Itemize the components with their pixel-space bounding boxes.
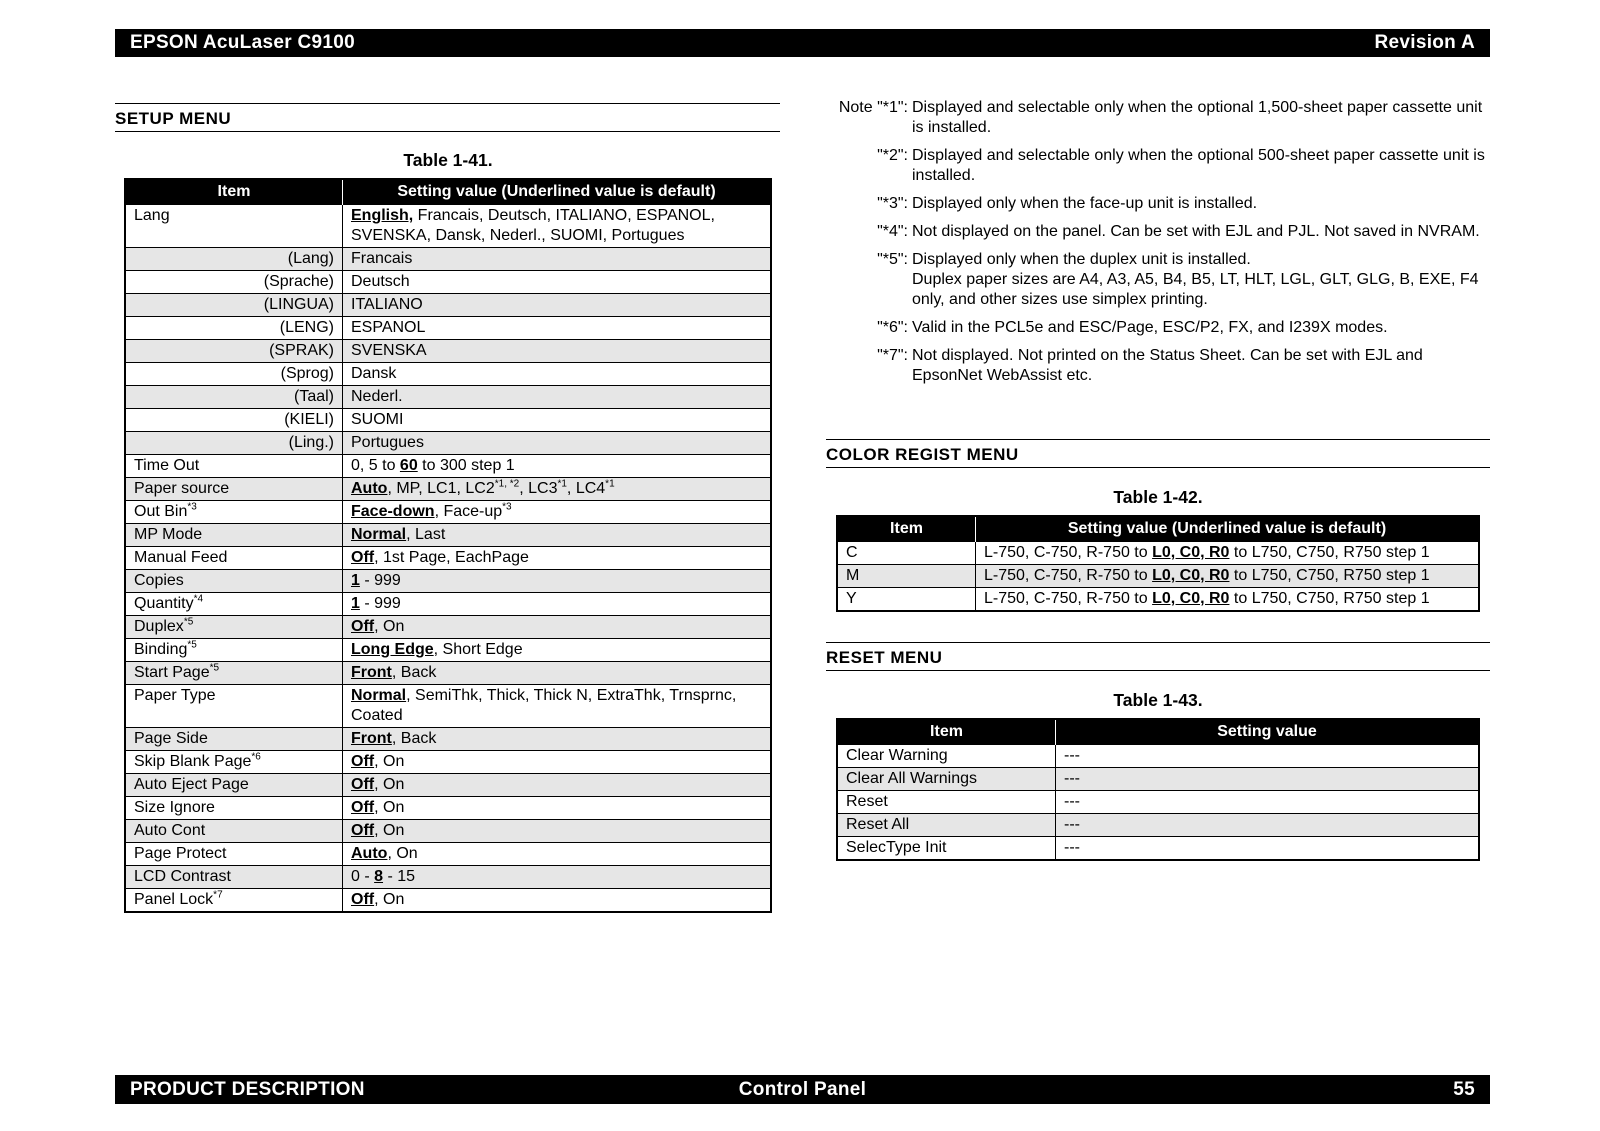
table-row	[125, 547, 771, 570]
value-text: Portugues	[351, 434, 424, 451]
default-value: 60	[399, 457, 418, 474]
column-header-setting-value: Setting value (Underlined value is default)	[343, 179, 772, 205]
table-row	[125, 570, 771, 593]
table-row	[125, 639, 771, 662]
item-label: Quantity	[134, 595, 194, 612]
item-label: Size Ignore	[134, 799, 215, 816]
item-cell	[837, 588, 976, 612]
setting-value-cell	[343, 889, 772, 913]
item-label: Lang	[134, 207, 170, 224]
value-text: , On	[374, 618, 405, 635]
value-text: to 300 step 1	[417, 457, 515, 474]
item-cell	[125, 317, 343, 340]
item-label: Paper source	[134, 480, 230, 497]
setting-value-cell	[343, 570, 772, 593]
table-row	[125, 501, 771, 524]
setting-value-cell	[343, 386, 772, 409]
setting-value-cell	[343, 685, 772, 728]
footnote-line: Displayed only when the face-up unit is installed.	[912, 195, 1258, 212]
footnote-tag: "*3":	[877, 195, 908, 212]
footnote	[826, 98, 1496, 138]
table-row	[125, 294, 771, 317]
item-label: Manual Feed	[134, 549, 228, 566]
value-text: SUOMI	[351, 411, 404, 428]
value-text: L-750, C-750, R-750 to	[984, 567, 1153, 584]
value-text: , LC3	[519, 480, 558, 497]
default-value: 8	[374, 868, 384, 885]
item-label: Copies	[134, 572, 184, 589]
table-row	[125, 455, 771, 478]
value-text: L-750, C-750, R-750 to	[984, 590, 1153, 607]
setting-value-cell	[343, 340, 772, 363]
footnote-body	[912, 318, 1496, 338]
item-cell	[125, 340, 343, 363]
setting-value-cell	[343, 409, 772, 432]
setting-value-cell	[343, 205, 772, 248]
setting-value-cell	[343, 774, 772, 797]
table-row	[125, 363, 771, 386]
item-label: (Taal)	[293, 388, 334, 405]
table-row	[125, 205, 771, 248]
setting-value-cell	[343, 843, 772, 866]
setting-value-cell	[343, 455, 772, 478]
value-text: ---	[1064, 770, 1080, 787]
value-text: Francais, Deutsch, ITALIANO, ESPANOL, SVENSKA, Dansk, Nederl., SUOMI, Portugues	[351, 207, 715, 244]
item-cell	[125, 205, 343, 248]
footnote-body	[912, 250, 1496, 310]
item-label: (KIELI)	[284, 411, 334, 428]
value-text: ---	[1064, 747, 1080, 764]
setting-value-cell	[976, 542, 1480, 565]
setting-value-cell	[343, 432, 772, 455]
setting-value-cell	[1056, 814, 1480, 837]
table-row	[125, 889, 771, 913]
table-row	[125, 843, 771, 866]
item-label: Clear Warning	[846, 747, 948, 764]
item-label: Reset All	[846, 816, 910, 833]
default-value: Off	[351, 753, 375, 770]
table-row	[125, 751, 771, 774]
setting-value-cell	[976, 588, 1480, 612]
value-text: , On	[374, 822, 405, 839]
item-cell	[125, 774, 343, 797]
page-footer	[115, 1075, 1490, 1104]
item-label: (Sprog)	[280, 365, 334, 382]
table-1-43-caption: Table 1-43.	[1113, 690, 1203, 710]
footnote-mark: *1	[557, 478, 567, 490]
item-label: Clear All Warnings	[846, 770, 978, 787]
default-value: Off	[351, 891, 375, 908]
footnote-mark: *1, *2	[494, 478, 520, 490]
value-text: , On	[374, 891, 405, 908]
footnote-mark: *5	[209, 662, 220, 674]
value-text: L-750, C-750, R-750 to	[984, 544, 1153, 561]
item-label: SelecType Init	[846, 839, 947, 856]
footnote-mark: *1	[605, 478, 615, 490]
footer-chapter: Control Panel	[738, 1078, 867, 1100]
footnote	[826, 318, 1496, 338]
table-1-42-caption: Table 1-42.	[1113, 487, 1203, 507]
footnote-body	[912, 222, 1496, 242]
value-text: , 1st Page, EachPage	[374, 549, 529, 566]
value-text: ---	[1064, 816, 1080, 833]
item-cell	[125, 616, 343, 639]
item-label: (LENG)	[279, 319, 334, 336]
footnote-tag: Note "*1":	[838, 99, 908, 116]
footnote-mark: *4	[193, 593, 204, 605]
item-cell	[125, 843, 343, 866]
item-cell	[125, 685, 343, 728]
setting-value-cell	[343, 751, 772, 774]
value-text: ---	[1064, 793, 1080, 810]
value-text: , LC4	[566, 480, 606, 497]
value-text: SVENSKA	[351, 342, 427, 359]
footnote-mark: *6	[251, 751, 261, 763]
value-text: Deutsch	[351, 273, 410, 290]
item-cell	[125, 728, 343, 751]
default-value: Normal	[351, 526, 407, 543]
item-cell	[125, 639, 343, 662]
item-label: Reset	[846, 793, 888, 810]
item-cell	[125, 547, 343, 570]
item-label: Time Out	[134, 457, 200, 474]
value-text: , On	[374, 753, 405, 770]
item-label: (SPRAK)	[269, 342, 334, 359]
value-text: to L750, C750, R750 step 1	[1229, 567, 1430, 584]
table-row	[125, 317, 771, 340]
footnote-tag: "*5":	[877, 251, 908, 268]
footnote-body	[912, 346, 1496, 386]
setting-value-cell	[1056, 768, 1480, 791]
setting-value-cell	[343, 820, 772, 843]
setting-value-cell	[343, 728, 772, 751]
item-cell	[125, 593, 343, 616]
setting-value-cell	[343, 524, 772, 547]
item-label: Y	[846, 590, 857, 607]
setting-value-cell	[1056, 745, 1480, 768]
setting-value-cell	[343, 639, 772, 662]
footnote	[826, 250, 1496, 310]
item-cell	[125, 455, 343, 478]
footnote-body	[912, 146, 1496, 186]
table-row	[125, 866, 771, 889]
item-cell	[125, 386, 343, 409]
setting-value-cell	[343, 797, 772, 820]
item-label: (Sprache)	[263, 273, 334, 290]
item-cell	[125, 363, 343, 386]
item-cell	[125, 478, 343, 501]
value-text: Francais	[351, 250, 413, 267]
item-label: (Lang)	[287, 250, 334, 267]
item-cell	[837, 791, 1056, 814]
table-row	[125, 774, 771, 797]
reset-menu-table	[836, 718, 1480, 861]
value-text: , On	[387, 845, 418, 862]
table-row	[837, 837, 1479, 861]
reset-menu-heading: RESET MENU	[826, 642, 1490, 671]
footnote-line: Displayed and selectable only when the optional 1,500-sheet paper cassette unit is installed.	[912, 99, 1483, 136]
value-text: - 999	[359, 572, 401, 589]
item-cell	[125, 294, 343, 317]
item-label: Out Bin	[134, 503, 188, 520]
footnote	[826, 194, 1496, 214]
footnote-mark: *5	[187, 639, 197, 651]
item-label: (Ling.)	[288, 434, 334, 451]
footnotes	[826, 98, 1496, 394]
item-cell	[125, 501, 343, 524]
value-text: , On	[374, 776, 405, 793]
footnote-tag: "*7":	[877, 347, 908, 364]
value-text: 0 -	[351, 868, 375, 885]
default-value: Long Edge	[351, 641, 434, 658]
footnote-line: Valid in the PCL5e and ESC/Page, ESC/P2, FX, and I239X modes.	[912, 319, 1388, 336]
item-cell	[837, 542, 976, 565]
item-label: Duplex	[134, 618, 184, 635]
value-text: - 999	[359, 595, 401, 612]
default-value: Front	[351, 664, 392, 681]
table-row	[837, 791, 1479, 814]
default-value: Front	[351, 730, 392, 747]
color-regist-menu-heading: COLOR REGIST MENU	[826, 439, 1490, 468]
item-label: Auto Eject Page	[134, 776, 249, 793]
default-value: Off	[351, 799, 375, 816]
footnote-tag: "*4":	[877, 223, 908, 240]
table-row	[125, 728, 771, 751]
column-header-setting-value: Setting value	[1056, 719, 1480, 745]
table-row	[125, 797, 771, 820]
footnote-line: Not displayed on the panel. Can be set with EJL and PJL. Not saved in NVRAM.	[912, 223, 1480, 240]
table-row	[125, 409, 771, 432]
value-text: , SemiThk, Thick, Thick N, ExtraThk, Trnsprnc, Coated	[351, 687, 737, 724]
item-label: LCD Contrast	[134, 868, 231, 885]
header-title: EPSON AcuLaser C9100	[130, 32, 355, 53]
table-row	[837, 814, 1479, 837]
page-number: 55	[1453, 1078, 1475, 1100]
value-text: to L750, C750, R750 step 1	[1229, 590, 1430, 607]
item-label: MP Mode	[134, 526, 203, 543]
value-text: 0, 5 to	[351, 457, 400, 474]
table-row	[125, 340, 771, 363]
table-row	[125, 478, 771, 501]
table-row	[125, 524, 771, 547]
footnote	[826, 146, 1496, 186]
default-value: Off	[351, 618, 375, 635]
value-text: , Face-up	[434, 503, 503, 520]
value-text: , On	[374, 799, 405, 816]
item-cell	[125, 248, 343, 271]
table-row	[837, 768, 1479, 791]
page-header	[115, 29, 1490, 57]
value-text: ---	[1064, 839, 1080, 856]
value-text: Nederl.	[351, 388, 403, 405]
default-value: Auto	[351, 480, 388, 497]
default-value: Auto	[351, 845, 388, 862]
footnote-tag: "*2":	[877, 147, 908, 164]
value-text: ESPANOL	[351, 319, 426, 336]
table-header-row	[837, 516, 1479, 542]
footnote-line: Displayed only when the duplex unit is installed.	[912, 251, 1251, 268]
setting-value-cell	[343, 501, 772, 524]
setting-value-cell	[343, 271, 772, 294]
value-text: to L750, C750, R750 step 1	[1229, 544, 1430, 561]
value-text: , Back	[391, 664, 437, 681]
item-label: Start Page	[134, 664, 210, 681]
footnote	[826, 222, 1496, 242]
setup-menu-table	[124, 178, 772, 913]
item-label: (LINGUA)	[263, 296, 334, 313]
default-value: Normal	[351, 687, 407, 704]
default-value: English,	[351, 207, 414, 224]
table-row	[125, 386, 771, 409]
setting-value-cell	[343, 317, 772, 340]
item-cell	[125, 432, 343, 455]
default-value: Off	[351, 549, 375, 566]
table-header-row	[837, 719, 1479, 745]
setting-value-cell	[343, 547, 772, 570]
default-value: 1	[351, 595, 360, 612]
item-label: Page Protect	[134, 845, 227, 862]
table-row	[837, 542, 1479, 565]
item-cell	[837, 814, 1056, 837]
setting-value-cell	[343, 294, 772, 317]
table-row	[125, 271, 771, 294]
table-row	[837, 588, 1479, 612]
footnote-tag: "*6":	[877, 319, 908, 336]
column-header-item: Item	[837, 516, 976, 542]
default-value: Face-down	[351, 503, 435, 520]
value-text: , Back	[391, 730, 437, 747]
footnote-mark: *3	[502, 501, 512, 513]
table-row	[125, 248, 771, 271]
item-cell	[125, 271, 343, 294]
item-cell	[125, 524, 343, 547]
table-row	[125, 432, 771, 455]
table-row	[837, 745, 1479, 768]
setting-value-cell	[1056, 837, 1480, 861]
value-text: , Short Edge	[433, 641, 523, 658]
setup-menu-heading: SETUP MENU	[115, 103, 780, 132]
footnote-line: Not displayed. Not printed on the Status Sheet. Can be set with EJL and EpsonNet WebAssist etc.	[912, 347, 1423, 384]
column-header-setting-value: Setting value (Underlined value is default)	[976, 516, 1480, 542]
table-row	[125, 593, 771, 616]
setting-value-cell	[976, 565, 1480, 588]
column-header-item: Item	[125, 179, 343, 205]
item-label: C	[846, 544, 858, 561]
setting-value-cell	[343, 616, 772, 639]
table-1-41-caption: Table 1-41.	[403, 150, 493, 170]
setting-value-cell	[343, 866, 772, 889]
item-label: Paper Type	[134, 687, 216, 704]
default-value: L0, C0, R0	[1152, 544, 1230, 561]
footnote-line: Displayed and selectable only when the optional 500-sheet paper cassette unit is installed.	[912, 147, 1485, 184]
table-row	[125, 820, 771, 843]
item-cell	[125, 751, 343, 774]
item-cell	[837, 768, 1056, 791]
setting-value-cell	[343, 662, 772, 685]
value-text: - 15	[383, 868, 416, 885]
item-cell	[125, 662, 343, 685]
footnote-mark: *3	[187, 501, 197, 513]
item-cell	[125, 797, 343, 820]
table-header-row	[125, 179, 771, 205]
table-row	[837, 565, 1479, 588]
default-value: Off	[351, 822, 375, 839]
footnote-mark: *5	[183, 616, 194, 628]
setting-value-cell	[343, 363, 772, 386]
footnote-mark: *7	[213, 889, 223, 901]
footer-section: PRODUCT DESCRIPTION	[130, 1078, 365, 1100]
value-text: Dansk	[351, 365, 397, 382]
default-value: 1	[351, 572, 360, 589]
item-label: Panel Lock	[134, 891, 214, 908]
table-row	[125, 616, 771, 639]
item-cell	[837, 745, 1056, 768]
footnote	[826, 346, 1496, 386]
item-cell	[837, 837, 1056, 861]
default-value: L0, C0, R0	[1152, 567, 1230, 584]
value-text: , Last	[406, 526, 446, 543]
item-cell	[125, 820, 343, 843]
color-regist-menu-table	[836, 515, 1480, 612]
default-value: Off	[351, 776, 375, 793]
footnote-body	[912, 194, 1496, 214]
value-text: , MP, LC1, LC2	[387, 480, 495, 497]
setting-value-cell	[343, 248, 772, 271]
default-value: L0, C0, R0	[1152, 590, 1230, 607]
item-cell	[125, 889, 343, 913]
footnote-body	[912, 98, 1496, 138]
item-label: Page Side	[134, 730, 208, 747]
item-label: Skip Blank Page	[134, 753, 252, 770]
header-revision: Revision A	[1374, 32, 1475, 53]
setting-value-cell	[1056, 791, 1480, 814]
item-label: Auto Cont	[134, 822, 206, 839]
table-row	[125, 685, 771, 728]
item-cell	[837, 565, 976, 588]
item-cell	[125, 570, 343, 593]
item-label: Binding	[134, 641, 188, 658]
footnote-line: Duplex paper sizes are A4, A3, A5, B4, B5, LT, HLT, LGL, GLT, GLG, B, EXE, F4 only, and other sizes use simplex printing.	[912, 271, 1479, 308]
item-label: M	[846, 567, 860, 584]
table-row	[125, 662, 771, 685]
item-cell	[125, 866, 343, 889]
setting-value-cell	[343, 593, 772, 616]
setting-value-cell	[343, 478, 772, 501]
item-cell	[125, 409, 343, 432]
column-header-item: Item	[837, 719, 1056, 745]
value-text: ITALIANO	[351, 296, 423, 313]
